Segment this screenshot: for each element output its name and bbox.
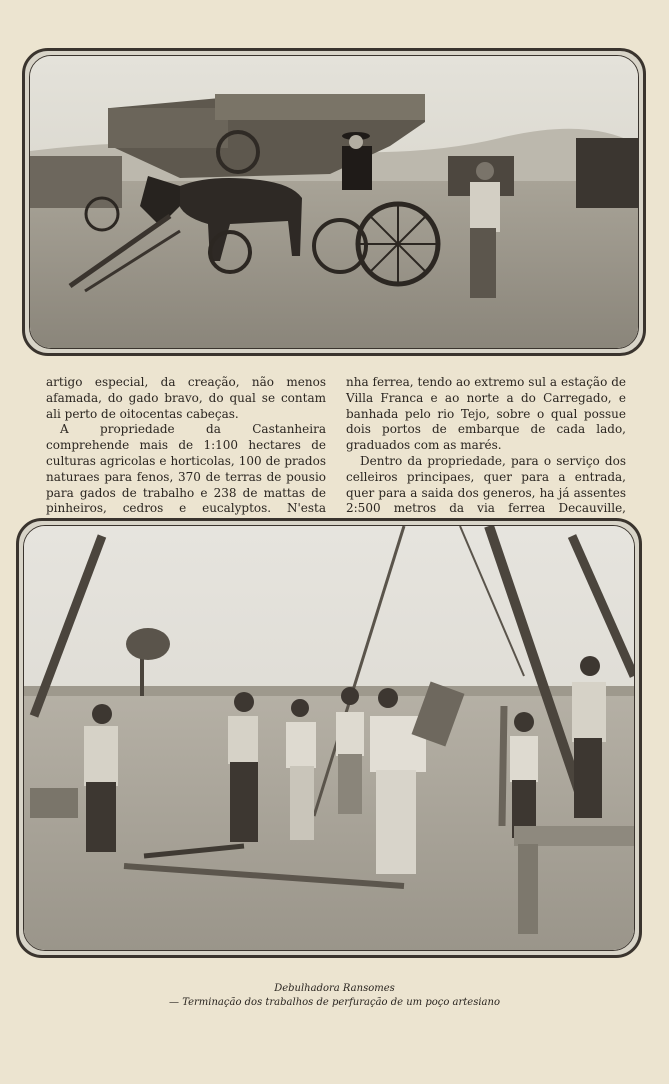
left-paragraph-2: A propriedade da Castanheira comprehende mais de 1:100 hectares de culturas agricolas e horticolas, 100 de prados naturaes para fenos, 370 de terras de pousio para gados de trabalho e 238 de mattas de pinheiros, cedros e eucalyptos. N'esta xyxy=(46,422,326,516)
right-paragraph-2: Dentro da propriedade, para o serviço dos celleiros principaes, quer para a entrada, quer para a saida dos generos, ha já assentes 2:500 metros da via ferrea Decauville, xyxy=(346,453,626,516)
bottom-photo-border xyxy=(23,525,635,951)
well-drilling-photo xyxy=(24,526,635,951)
article-text xyxy=(46,375,626,516)
left-column xyxy=(46,375,326,516)
right-column xyxy=(346,375,626,516)
bottom-photo-frame xyxy=(16,518,642,958)
top-photo-frame xyxy=(22,48,646,356)
caption-first: Debulhadora Ransomes xyxy=(274,983,395,994)
left-paragraph-1: artigo especial, da creação, não menos afamada, do gado bravo, do qual se contam ali perto de oitocentas cabeças. xyxy=(46,375,326,421)
threshing-machine-photo xyxy=(30,56,639,349)
right-paragraph-1: nha ferrea, tendo ao extremo sul a estação de Villa Franca e ao norte a do Carregado, e banhada pelo rio Tejo, sobre o qual possue dois portos de embarque de cada lado, graduados com as marés. xyxy=(346,375,626,453)
top-photo-border xyxy=(29,55,639,349)
caption-second: — Terminação dos trabalhos de perfuração de um poço artesiano xyxy=(169,997,500,1008)
